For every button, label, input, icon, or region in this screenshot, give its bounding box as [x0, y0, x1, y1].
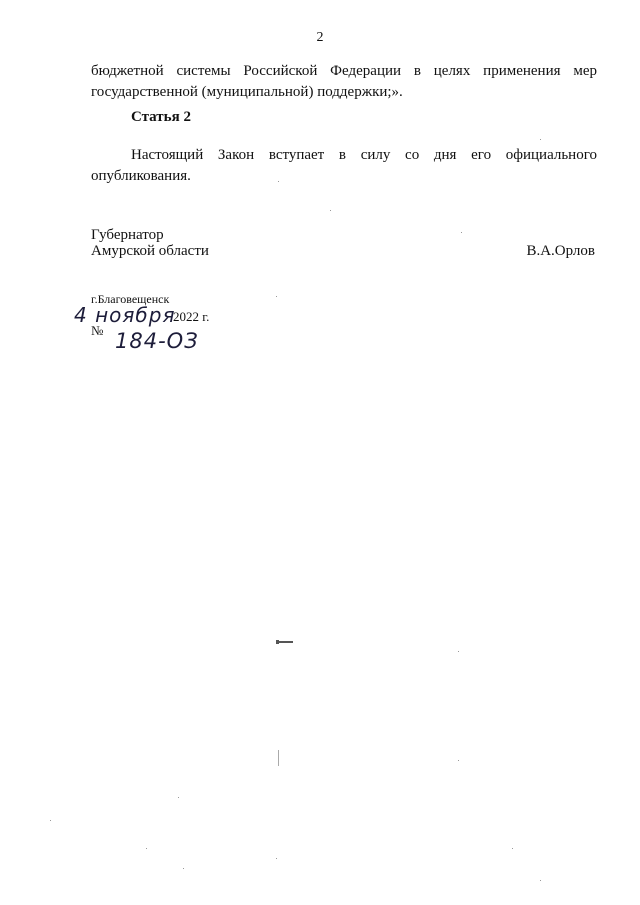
paragraph-2-line-1: Настоящий Закон вступает в силу со дня его официального — [131, 147, 597, 163]
scan-speck — [146, 848, 147, 849]
paragraph-1-line-2: государственной (муниципальной) поддержки;». — [91, 84, 403, 100]
scan-artifact-vertical — [278, 750, 279, 766]
scan-artifact-dash — [277, 641, 293, 643]
scan-speck — [458, 760, 459, 761]
scan-artifact-dot — [276, 640, 279, 644]
scan-speck — [461, 232, 462, 233]
signer-title — [91, 227, 209, 259]
scan-speck — [540, 880, 541, 881]
number-sign: № — [91, 323, 104, 338]
signer-title-line-2: Амурской области — [91, 243, 209, 259]
article-heading: Статья 2 — [131, 109, 191, 125]
paragraph-1 — [91, 61, 597, 103]
scan-speck — [50, 820, 51, 821]
signer-title-line-1: Губернатор — [91, 227, 164, 243]
scan-speck — [512, 848, 513, 849]
page-number: 2 — [316, 30, 324, 45]
law-number-line — [91, 323, 231, 351]
scan-speck — [178, 797, 179, 798]
scan-speck — [276, 858, 277, 859]
signer-name: В.А.Орлов — [526, 243, 595, 259]
place-of-signing: г.Благовещенск — [91, 292, 170, 306]
scan-speck — [183, 868, 184, 869]
paragraph-1-line-1: бюджетной системы Российской Федерации в целях применения мер — [91, 63, 597, 79]
scan-speck — [540, 139, 541, 140]
paragraph-2-line-2: опубликования. — [91, 168, 191, 184]
date-year: 2022 г. — [173, 309, 210, 324]
scan-speck — [458, 651, 459, 652]
scan-speck — [278, 181, 279, 182]
handwritten-law-number: 184-ОЗ — [115, 329, 199, 353]
handwritten-date: 4 ноября — [74, 303, 176, 327]
paragraph-2 — [91, 145, 597, 187]
scan-speck — [330, 210, 331, 211]
scan-speck — [276, 296, 277, 297]
